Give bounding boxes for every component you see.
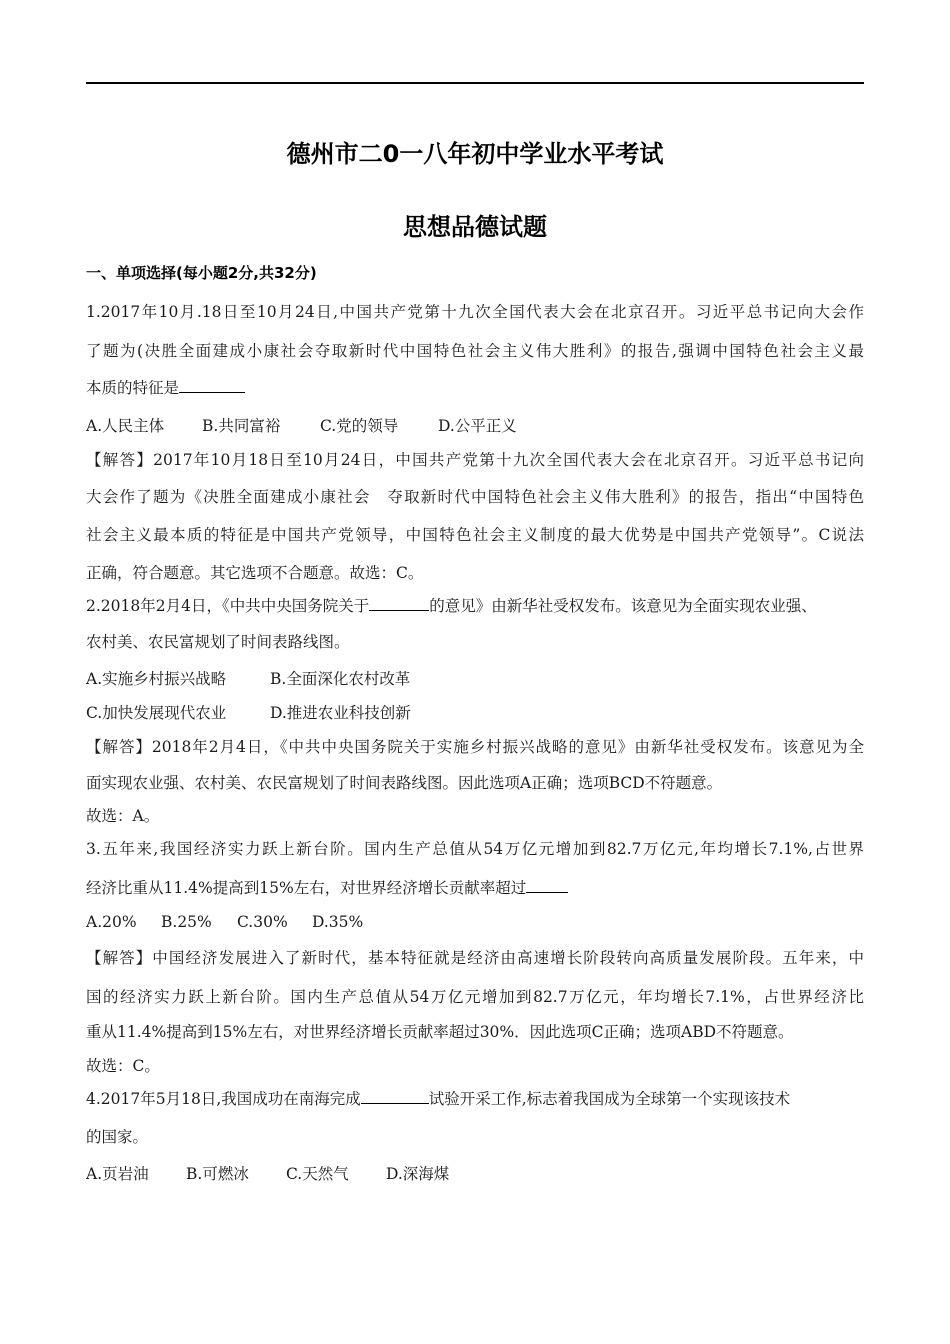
q1-option-c: C.党的领导 <box>320 417 399 435</box>
q2-option-c: C.加快发展现代农业 <box>86 704 227 722</box>
q3-text-line <box>86 876 568 898</box>
q4-text-line: 的国家。 <box>86 1128 149 1146</box>
answer-blank <box>179 378 245 393</box>
q3-answer-line: 国的经济实力跃上新台阶。国内生产总值从54万亿元增加到82.7万亿元，年均增长7.1%，占世界经济比 <box>86 988 864 1006</box>
q2-option-a: A.实施乡村振兴战略 <box>86 670 227 688</box>
q1-answer-line: 正确，符合题意。其它选项不合题意。故选：C。 <box>86 564 424 582</box>
q4-option-b: B.可燃冰 <box>186 1165 249 1183</box>
q2-option-d: D.推进农业科技创新 <box>270 704 411 722</box>
q3-option-a: A.20% <box>86 913 137 931</box>
q2-answer-line: 故选：A。 <box>86 807 160 825</box>
q3-answer-line: 故选：C。 <box>86 1057 160 1075</box>
q1-option-a: A.人民主体 <box>86 417 165 435</box>
answer-blank <box>369 596 429 611</box>
q3-answer-line: 【解答】中国经济发展进入了新时代，基本特征就是经济由高速增长阶段转向高质量发展阶段。五年来，中 <box>86 949 864 967</box>
answer-blank <box>361 1089 429 1104</box>
q2-text-line: 农村美、农民富规划了时间表路线图。 <box>86 633 350 651</box>
q2-answer-line: 面实现农业强、农村美、农民富规划了时间表路线图。因此选项A正确；选项BCD不符题意。 <box>86 774 723 792</box>
q4-option-c: C.天然气 <box>286 1165 349 1183</box>
q4-option-d: D.深海煤 <box>386 1165 450 1183</box>
q3-stem-tail: 经济比重从11.4%提高到15%左右，对世界经济增长贡献率超过 <box>86 879 527 897</box>
q1-option-b: B.共同富裕 <box>202 417 281 435</box>
subject-title: 思想品德试题 <box>403 213 547 241</box>
q3-option-c: C.30% <box>237 913 288 931</box>
q3-option-b: B.25% <box>161 913 212 931</box>
q2-text-line <box>86 594 817 616</box>
q3-answer-line: 重从11.4%提高到15%左右，对世界经济增长贡献率超过30%．因此选项C正确；选项ABD不符题意。 <box>86 1023 794 1041</box>
q1-answer-line: 【解答】2017年10月18日至10月24日，中国共产党第十九次全国代表大会在北京召开。习近平总书记向 <box>86 451 864 469</box>
q4-option-a: A.页岩油 <box>86 1165 149 1183</box>
answer-blank <box>526 878 568 893</box>
q2-stem-end: 的意见》由新华社受权发布。该意见为全面实现农业强、 <box>429 597 817 615</box>
q1-answer-line: 大会作了题为《决胜全面建成小康社会 夺取新时代中国特色社会主义伟大胜利》的报告，指出“中国特色 <box>86 488 864 506</box>
q3-text-line: 3.五年来,我国经济实力跃上新台阶。国内生产总值从54万亿元增加到82.7万亿元,年均增长7.1%,占世界 <box>86 840 864 858</box>
q4-stem-end: 试验开采工作,标志着我国成为全球第一个实现该技术 <box>428 1090 791 1108</box>
q1-text-line <box>86 376 245 398</box>
q1-option-d: D.公平正义 <box>438 417 517 435</box>
section-heading: 一、单项选择(每小题2分,共32分) <box>86 264 317 282</box>
q2-option-b: B.全面深化农村改革 <box>270 670 411 688</box>
q2-answer-line: 【解答】2018年2月4日，《中共中央国务院关于实施乡村振兴战略的意见》由新华社受权发布。该意见为全 <box>86 738 864 756</box>
q4-stem-start: 4.2017年5月18日,我国成功在南海完成 <box>86 1090 361 1108</box>
exam-title: 德州市二0一八年初中学业水平考试 <box>286 140 664 168</box>
q1-answer-line: 社会主义最本质的特征是中国共产党领导，中国特色社会主义制度的最大优势是中国共产党领导”。C说法 <box>86 526 864 544</box>
q2-stem-start: 2.2018年2月4日，《中共中央国务院关于 <box>86 597 370 615</box>
q1-stem-tail: 本质的特征是 <box>86 379 180 397</box>
q4-text-line <box>86 1087 790 1109</box>
top-rule <box>86 82 864 84</box>
q1-text-line: 1.2017年10月.18日至10月24日,中国共产党第十九次全国代表大会在北京召开。习近平总书记向大会作 <box>86 303 864 321</box>
q1-text-line: 了题为(决胜全面建成小康社会夺取新时代中国特色社会主义伟大胜利》的报告,强调中国特色社会主义最 <box>86 342 864 360</box>
q3-option-d: D.35% <box>312 913 364 931</box>
